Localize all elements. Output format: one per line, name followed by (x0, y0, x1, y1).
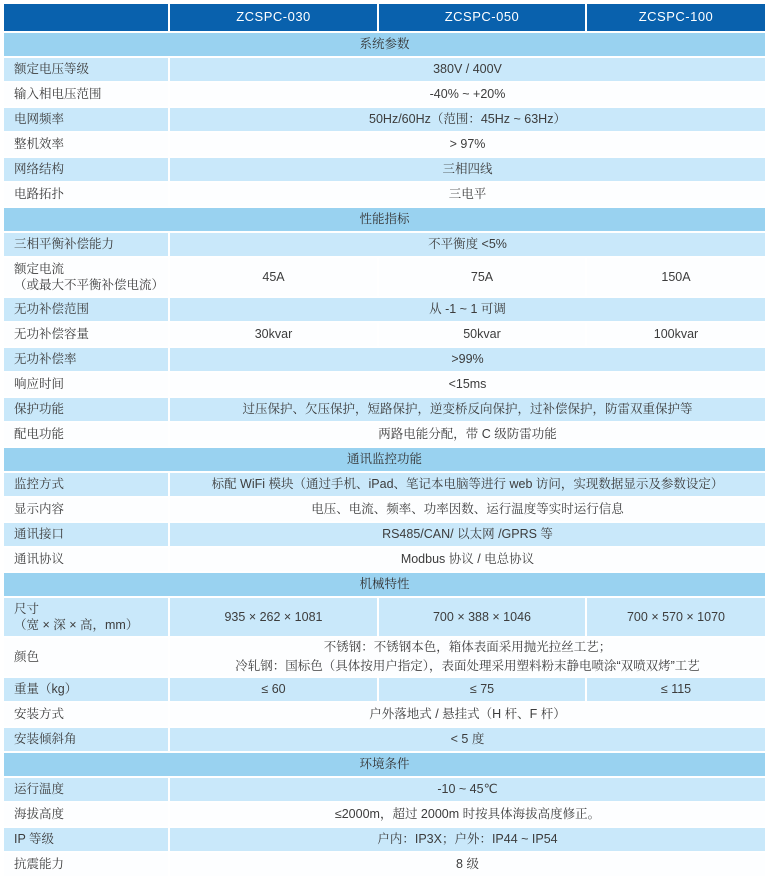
table-row (4, 183, 765, 206)
spec-table (4, 4, 765, 878)
spec-label: 尺寸 (14, 601, 40, 616)
table-row (4, 638, 765, 676)
section-title: 环境条件 (4, 753, 765, 776)
table-row (4, 853, 765, 876)
spec-label-cell (4, 258, 168, 296)
spec-value-cell: 50kvar (379, 323, 585, 346)
spec-value-cell: -40% ~ +20% (170, 83, 765, 106)
spec-value-cell: -10 ~ 45℃ (170, 778, 765, 801)
spec-value-cell: ≤ 115 (587, 678, 765, 701)
spec-label-cell: 无功补偿容量 (4, 323, 168, 346)
spec-label-cell: 额定电压等级 (4, 58, 168, 81)
table-row (4, 133, 765, 156)
spec-value-cell: 8 级 (170, 853, 765, 876)
spec-value-cell: 100kvar (587, 323, 765, 346)
spec-label-cell: 安装倾斜角 (4, 728, 168, 751)
spec-label-cell: 抗震能力 (4, 853, 168, 876)
spec-value-cell: > 97% (170, 133, 765, 156)
spec-value-cell (170, 638, 765, 676)
spec-label-cell: 配电功能 (4, 423, 168, 446)
table-row (4, 158, 765, 181)
spec-value-cell: 户内：IP3X；户外：IP44 ~ IP54 (170, 828, 765, 851)
spec-label-cell: 通讯协议 (4, 548, 168, 571)
spec-value-cell: ≤ 60 (170, 678, 377, 701)
spec-value-cell: 700 × 570 × 1070 (587, 598, 765, 636)
spec-value-stack (235, 638, 700, 676)
spec-value-cell: ≤2000m，超过 2000m 时按具体海拔高度修正。 (170, 803, 765, 826)
spec-label-cell: 无功补偿范围 (4, 298, 168, 321)
table-row (4, 58, 765, 81)
table-row (4, 423, 765, 446)
spec-label-cell: IP 等级 (4, 828, 168, 851)
spec-label-cell: 电路拓扑 (4, 183, 168, 206)
spec-label-sub: （或最大不平衡补偿电流） (14, 278, 165, 292)
spec-value-cell: 380V / 400V (170, 58, 765, 81)
spec-value-cell: <15ms (170, 373, 765, 396)
header-blank-cell (4, 4, 168, 31)
spec-label-cell: 响应时间 (4, 373, 168, 396)
header-model-zcspc-030: ZCSPC-030 (170, 4, 377, 31)
table-row (4, 523, 765, 546)
header-model-zcspc-050: ZCSPC-050 (379, 4, 585, 31)
table-row (4, 548, 765, 571)
table-row (4, 598, 765, 636)
section-title: 系统参数 (4, 33, 765, 56)
spec-label-cell: 显示内容 (4, 498, 168, 521)
spec-value-cell: 700 × 388 × 1046 (379, 598, 585, 636)
table-row (4, 778, 765, 801)
table-row (4, 828, 765, 851)
table-row (4, 258, 765, 296)
spec-value-cell: 不平衡度 <5% (170, 233, 765, 256)
section-header-row (4, 33, 765, 56)
spec-value-cell: 从 -1 ~ 1 可调 (170, 298, 765, 321)
section-title: 通讯监控功能 (4, 448, 765, 471)
spec-value-cell: 三相四线 (170, 158, 765, 181)
spec-value-cell: 50Hz/60Hz（范围：45Hz ~ 63Hz） (170, 108, 765, 131)
spec-value-cell: RS485/CAN/ 以太网 /GPRS 等 (170, 523, 765, 546)
spec-label-cell: 重量（kg） (4, 678, 168, 701)
spec-label-cell: 颜色 (4, 638, 168, 676)
table-header-row (4, 4, 765, 31)
spec-value-cell: 电压、电流、频率、功率因数、运行温度等实时运行信息 (170, 498, 765, 521)
spec-value-cell: 户外落地式 / 悬挂式（H 杆、F 杆） (170, 703, 765, 726)
section-header-row (4, 753, 765, 776)
spec-label-stack (14, 601, 138, 634)
spec-value-cell: 75A (379, 258, 585, 296)
spec-value-line: 冷轧钢：国标色（具体按用户指定），表面处理采用塑料粉末静电喷涂“双喷双烤”工艺 (235, 659, 700, 673)
spec-label-cell: 监控方式 (4, 473, 168, 496)
table-body (4, 33, 765, 876)
spec-value-cell: ≤ 75 (379, 678, 585, 701)
section-header-row (4, 208, 765, 231)
spec-value-line: 不锈钢：不锈钢本色，箱体表面采用抛光拉丝工艺； (323, 640, 612, 655)
spec-label-cell: 保护功能 (4, 398, 168, 421)
section-header-row (4, 573, 765, 596)
spec-value-cell: 过压保护、欠压保护，短路保护，逆变桥反向保护，过补偿保护，防雷双重保护等 (170, 398, 765, 421)
spec-label-cell (4, 598, 168, 636)
table-row (4, 703, 765, 726)
table-row (4, 473, 765, 496)
spec-label-cell: 三相平衡补偿能力 (4, 233, 168, 256)
table-row (4, 348, 765, 371)
spec-label: 额定电流 (14, 261, 65, 276)
spec-value-cell: 935 × 262 × 1081 (170, 598, 377, 636)
spec-value-cell: >99% (170, 348, 765, 371)
spec-value-cell: < 5 度 (170, 728, 765, 751)
section-header-row (4, 448, 765, 471)
table-row (4, 83, 765, 106)
spec-label-cell: 通讯接口 (4, 523, 168, 546)
section-title: 性能指标 (4, 208, 765, 231)
spec-value-cell: 标配 WiFi 模块（通过手机、iPad、笔记本电脑等进行 web 访问，实现数据显示及参数设定） (170, 473, 765, 496)
table-row (4, 298, 765, 321)
table-row (4, 233, 765, 256)
table-row (4, 108, 765, 131)
table-row (4, 373, 765, 396)
spec-label-cell: 海拔高度 (4, 803, 168, 826)
spec-label-cell: 电网频率 (4, 108, 168, 131)
spec-label-sub: （宽 × 深 × 高，mm） (14, 618, 139, 632)
section-title: 机械特性 (4, 573, 765, 596)
spec-value-cell: 三电平 (170, 183, 765, 206)
header-model-zcspc-100: ZCSPC-100 (587, 4, 765, 31)
spec-label-cell: 无功补偿率 (4, 348, 168, 371)
spec-label-cell: 运行温度 (4, 778, 168, 801)
spec-label-cell: 整机效率 (4, 133, 168, 156)
spec-value-cell: 两路电能分配，带 C 级防雷功能 (170, 423, 765, 446)
spec-value-cell: 30kvar (170, 323, 377, 346)
spec-value-cell: 45A (170, 258, 377, 296)
spec-label-cell: 输入相电压范围 (4, 83, 168, 106)
spec-value-cell: 150A (587, 258, 765, 296)
table-row (4, 398, 765, 421)
spec-value-cell: Modbus 协议 / 电总协议 (170, 548, 765, 571)
table-row (4, 498, 765, 521)
spec-label-stack (14, 261, 164, 294)
spec-label-cell: 安装方式 (4, 703, 168, 726)
table-row (4, 678, 765, 701)
table-row (4, 323, 765, 346)
table-row (4, 728, 765, 751)
spec-label-cell: 网络结构 (4, 158, 168, 181)
table-row (4, 803, 765, 826)
